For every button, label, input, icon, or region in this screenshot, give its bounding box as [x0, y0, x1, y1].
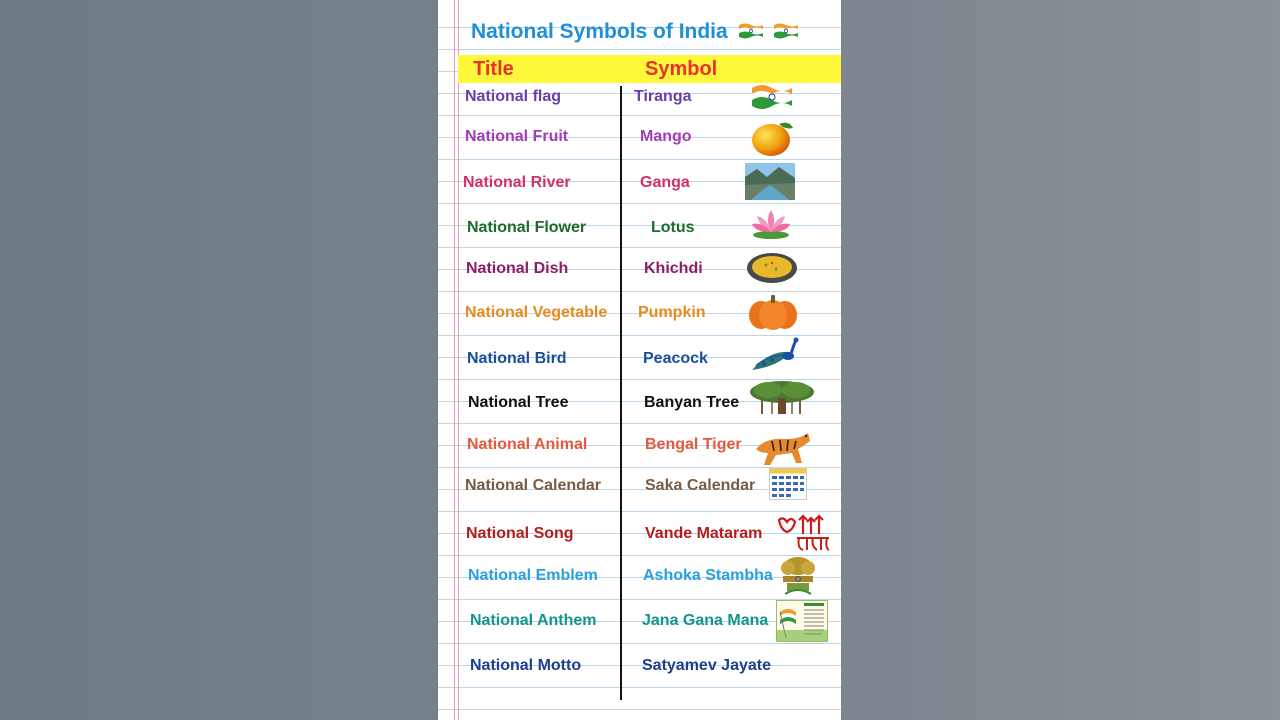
- tiger-icon: [752, 427, 814, 469]
- river-icon: [745, 163, 795, 200]
- row-title: National Anthem: [470, 612, 597, 629]
- column-divider: [620, 86, 622, 700]
- row-title: National Emblem: [468, 567, 598, 584]
- row-symbol: Tiranga: [634, 88, 692, 105]
- row-symbol: Satyamev Jayate: [642, 657, 771, 674]
- peacock-icon: [750, 336, 800, 374]
- row-title: National Vegetable: [465, 304, 608, 321]
- row-title: National Tree: [468, 394, 569, 411]
- margin-line: [454, 0, 455, 720]
- row-symbol: Mango: [640, 128, 692, 145]
- mango-icon: [749, 118, 795, 158]
- emblem-icon: [777, 556, 819, 596]
- banyan-tree-icon: [748, 380, 816, 416]
- page-title-text: National Symbols of India: [471, 20, 728, 43]
- row-title: National Animal: [467, 436, 588, 453]
- row-title: National Flower: [467, 219, 587, 236]
- row-symbol: Vande Mataram: [645, 525, 763, 542]
- row-title: National Fruit: [465, 128, 569, 145]
- title-column-header: Title: [473, 58, 514, 80]
- row-title: National Calendar: [465, 477, 602, 494]
- india-flag-icon: [773, 22, 799, 40]
- tiranga-flag-icon: [750, 82, 794, 112]
- pumpkin-icon: [747, 293, 799, 331]
- row-symbol: Lotus: [651, 219, 695, 236]
- row-symbol: Pumpkin: [638, 304, 706, 321]
- row-title: National flag: [465, 88, 562, 105]
- symbol-column-header: Symbol: [645, 58, 718, 80]
- lotus-icon: [749, 206, 793, 240]
- row-symbol: Ashoka Stambha: [643, 567, 773, 584]
- row-symbol: Banyan Tree: [644, 394, 740, 411]
- row-title: National Motto: [470, 657, 582, 674]
- row-symbol: Ganga: [640, 174, 690, 191]
- vande-mataram-icon: [777, 514, 833, 554]
- khichdi-icon: [746, 251, 798, 285]
- row-title: National River: [463, 174, 571, 191]
- row-symbol: Peacock: [643, 350, 708, 367]
- india-flag-icon: [738, 22, 764, 40]
- row-symbol: Khichdi: [644, 260, 703, 277]
- row-title: National Song: [466, 525, 574, 542]
- row-symbol: Saka Calendar: [645, 477, 756, 494]
- margin-line: [458, 0, 459, 720]
- row-title: National Bird: [467, 350, 567, 367]
- row-symbol: Jana Gana Mana: [642, 612, 769, 629]
- notebook-sheet: [438, 0, 841, 720]
- calendar-icon: [769, 468, 807, 500]
- row-title: National Dish: [466, 260, 569, 277]
- row-symbol: Bengal Tiger: [645, 436, 742, 453]
- page-title: [471, 20, 799, 44]
- anthem-icon: [776, 600, 828, 642]
